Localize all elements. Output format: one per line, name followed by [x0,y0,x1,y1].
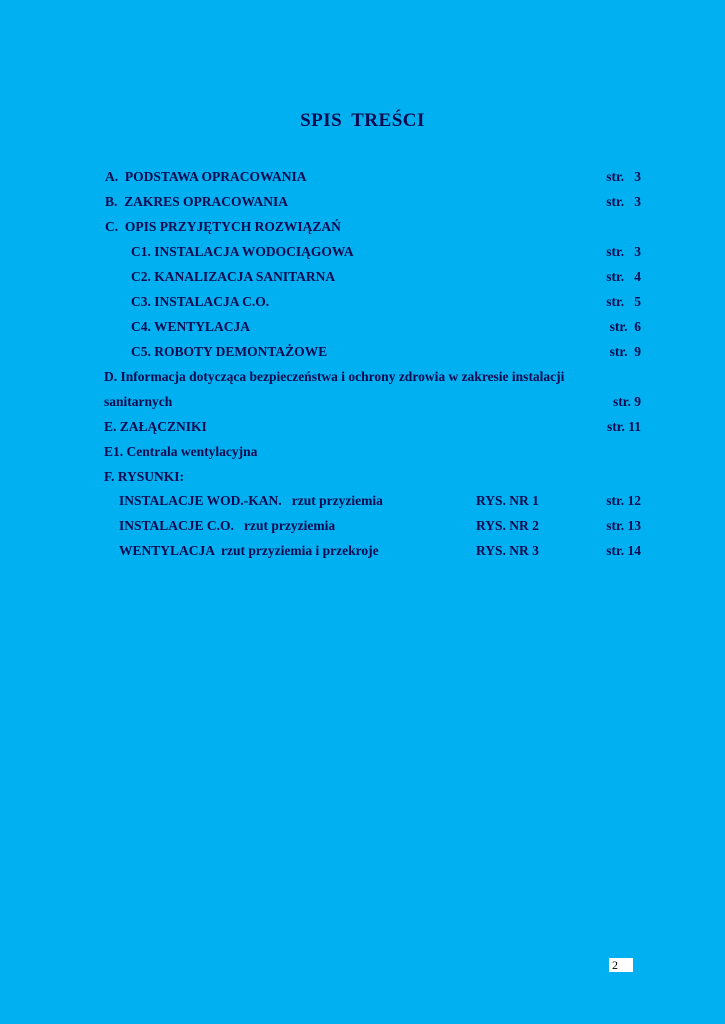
toc-entry-c3[interactable] [0,292,725,312]
toc-entry-drawing-number: RYS. NR 1 [476,493,539,508]
toc-entry-page: str. 3 [606,169,641,184]
toc-entry-a[interactable] [0,167,725,187]
toc-entry-page: str. 12 [606,493,641,508]
toc-entry-drawing-number: RYS. NR 2 [476,518,539,533]
toc-entry-d-continued[interactable] [0,392,725,412]
toc-entry-label: E. ZAŁĄCZNIKI [104,419,207,434]
toc-entry-label: D. Informacja dotycząca bezpieczeństwa i ochrony zdrowia w zakresie instalacji [104,369,565,384]
toc-entry-page: str. 4 [606,269,641,284]
toc-entry-drawing-number: RYS. NR 3 [476,543,539,558]
toc-entry-label: C5. ROBOTY DEMONTAŻOWE [131,344,328,359]
toc-entry-c[interactable] [0,217,725,237]
toc-entry-page: str. 6 [609,319,641,334]
toc-entry-page: str. 3 [606,194,641,209]
toc-entry-c2[interactable] [0,267,725,287]
toc-entry-label: C. OPIS PRZYJĘTYCH ROZWIĄZAŃ [105,219,341,234]
toc-entry-label: sanitarnych [104,394,173,409]
toc-entry-f1[interactable] [0,491,725,511]
page-number: 2 [609,958,633,972]
toc-entry-page: str. 9 [609,344,641,359]
toc-entry-page: str. 11 [606,419,641,434]
toc-entry-e1[interactable] [0,442,725,462]
toc-entry-label: C3. INSTALACJA C.O. [131,294,270,309]
toc-entry-c4[interactable] [0,317,725,337]
toc-entry-label: C4. WENTYLACJA [131,319,251,334]
toc-entry-label: INSTALACJE C.O. rzut przyziemia [119,518,336,533]
toc-entry-page: str. 9 [612,394,641,409]
toc-entry-label: INSTALACJE WOD.-KAN. rzut przyziemia [119,493,383,508]
toc-entry-d[interactable] [0,367,725,387]
toc-entry-label: C2. KANALIZACJA SANITARNA [131,269,336,284]
toc-entry-label: E1. Centrala wentylacyjna [104,444,258,459]
toc-entry-f2[interactable] [0,516,725,536]
toc-entry-f[interactable] [0,467,725,487]
toc-entry-page: str. 14 [606,543,641,558]
toc-entry-label: WENTYLACJA rzut przyziemia i przekroje [119,543,379,558]
toc-entry-c1[interactable] [0,242,725,262]
page-title: SPIS TREŚCI [300,110,425,131]
toc-entry-label: A. PODSTAWA OPRACOWANIA [105,169,307,184]
toc-entry-c5[interactable] [0,342,725,362]
toc-entry-f3[interactable] [0,541,725,561]
toc-entry-e[interactable] [0,417,725,437]
toc-entry-page: str. 5 [606,294,641,309]
toc-entry-label: F. RYSUNKI: [104,469,185,484]
toc-entry-b[interactable] [0,192,725,212]
toc-entry-label: C1. INSTALACJA WODOCIĄGOWA [131,244,354,259]
toc-entry-page: str. 13 [606,518,641,533]
toc-entry-page: str. 3 [606,244,641,259]
toc-entry-label: B. ZAKRES OPRACOWANIA [105,194,289,209]
